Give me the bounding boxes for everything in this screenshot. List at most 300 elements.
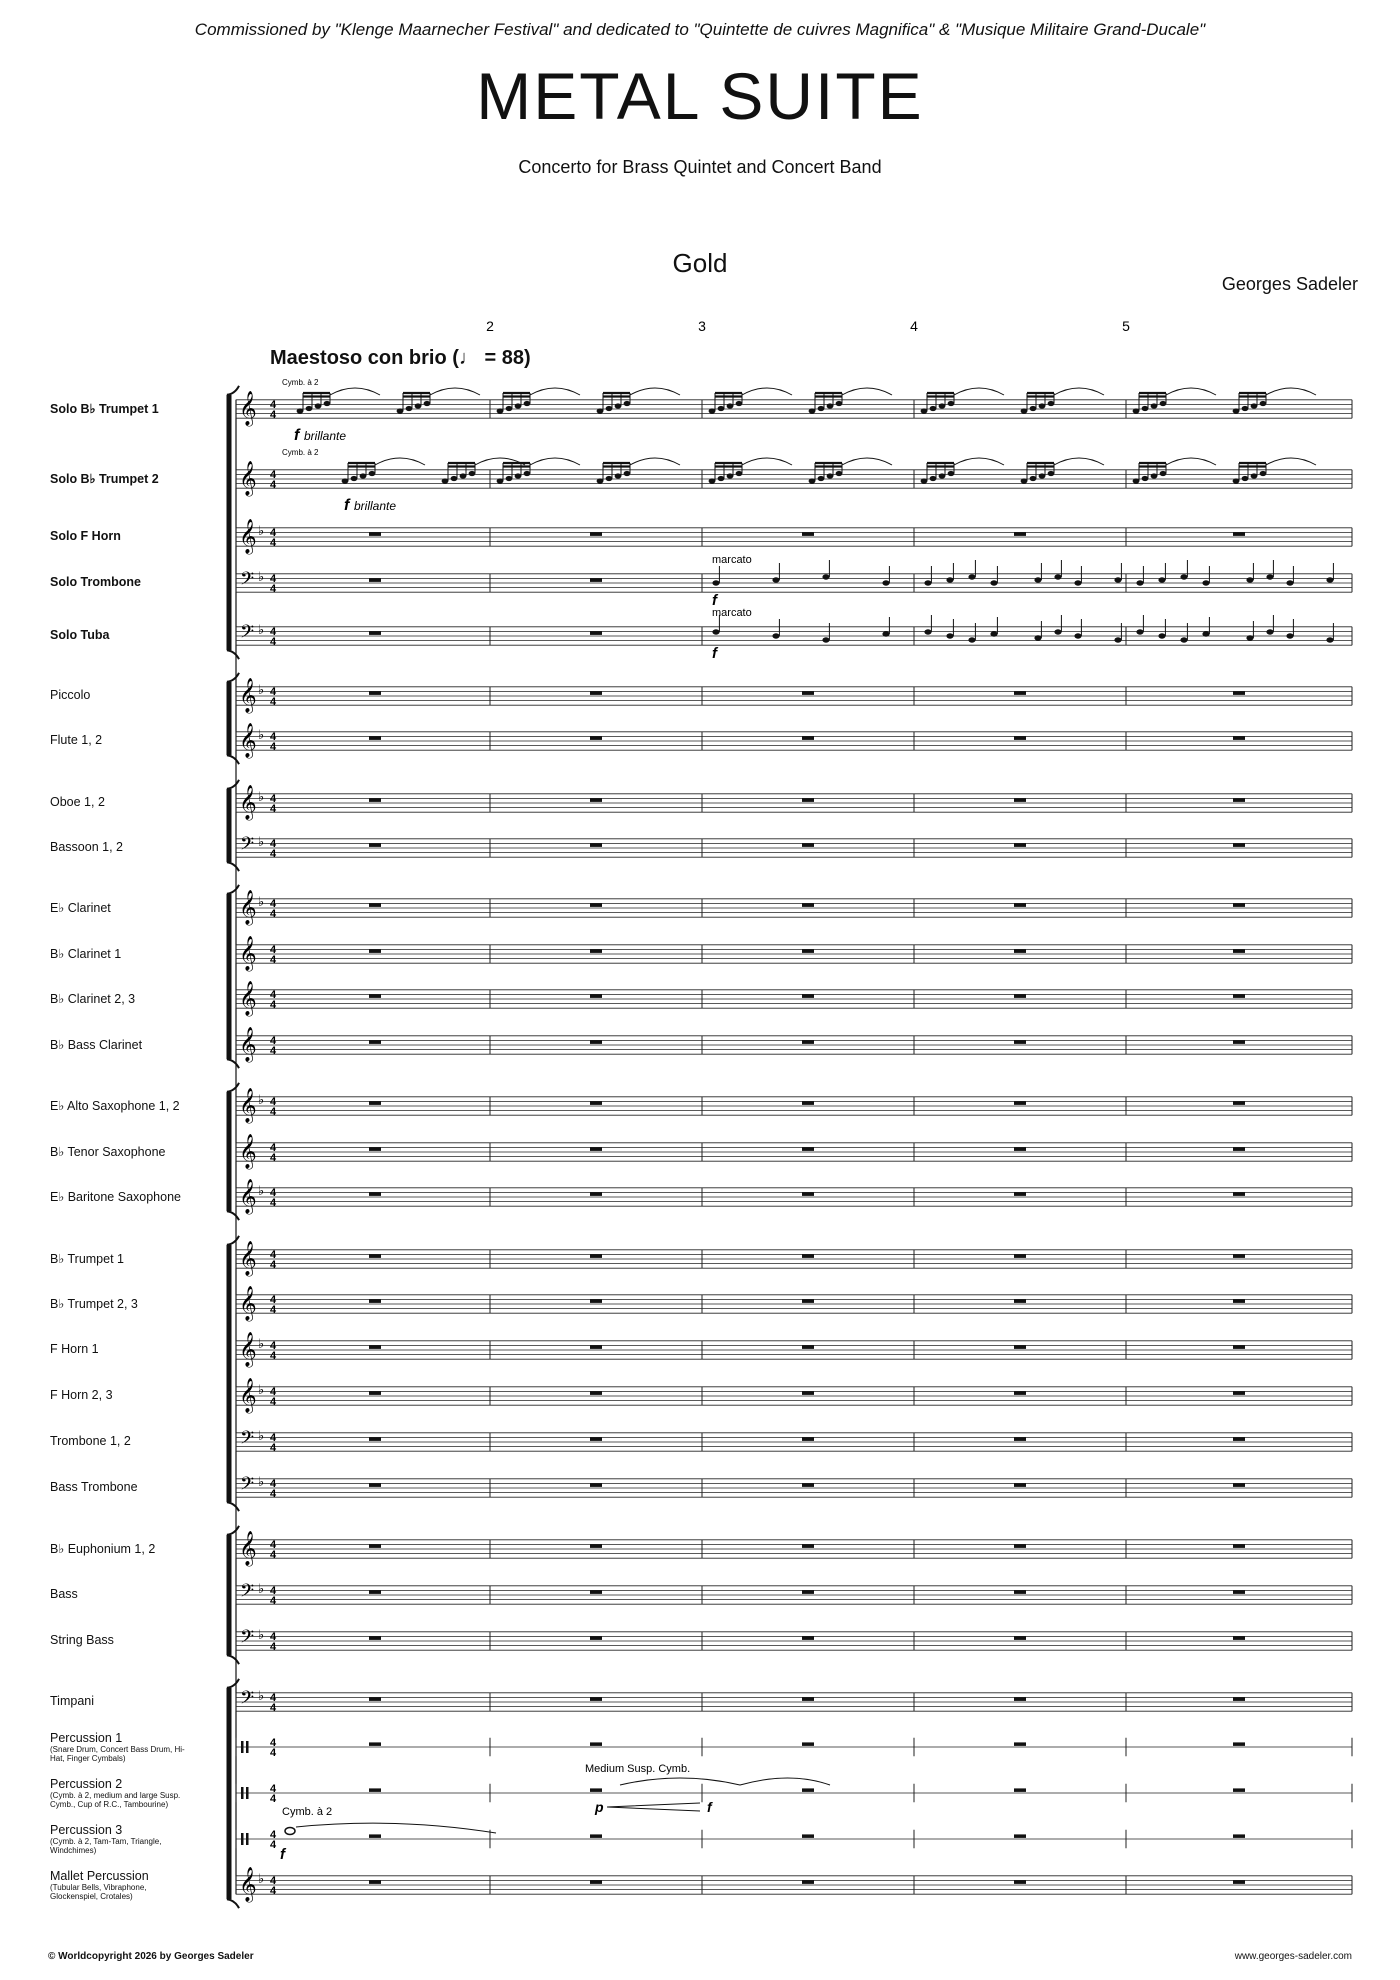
time-signature-numerator: 4	[270, 1249, 277, 1261]
bracket-hook	[227, 755, 239, 764]
time-signature-numerator: 4	[270, 1783, 277, 1795]
whole-rest	[590, 532, 602, 536]
whole-rest	[1233, 1040, 1245, 1044]
note-head	[1114, 637, 1121, 642]
note-head	[818, 406, 825, 411]
note-head	[1233, 408, 1240, 413]
time-signature-denominator: 4	[270, 1396, 277, 1408]
instrument-name: B♭ Tenor Saxophone	[50, 1145, 166, 1159]
whole-rest	[802, 1697, 814, 1701]
percussion-clef-icon	[246, 1833, 249, 1845]
dynamic-piano: p	[595, 1799, 604, 1815]
note-head	[809, 478, 816, 483]
note-head	[1242, 406, 1249, 411]
instrument-name: Percussion 2	[50, 1777, 123, 1791]
note-head	[597, 408, 604, 413]
dynamic-forte: f	[712, 645, 717, 662]
flat-sign-icon: ♭	[258, 1183, 265, 1198]
treble-clef-icon: 𝄞	[239, 392, 257, 425]
note-head	[1054, 629, 1061, 634]
instrument-name: Solo Tuba	[50, 628, 110, 642]
time-signature-denominator: 4	[270, 1641, 277, 1653]
instrument-name: String Bass	[50, 1633, 114, 1647]
time-signature-denominator: 4	[270, 1106, 277, 1118]
whole-rest	[802, 1299, 814, 1303]
time-signature-denominator: 4	[270, 636, 277, 648]
note-head	[615, 473, 622, 478]
whole-rest	[369, 1788, 381, 1792]
cymb-a2-label: Cymb. à 2	[282, 1806, 333, 1818]
cymb-a2-label: Cymb. à 2	[282, 448, 319, 457]
note-head	[1260, 471, 1267, 476]
tie-arc	[430, 388, 480, 395]
time-signature-denominator: 4	[270, 696, 277, 708]
note-head	[1202, 580, 1209, 585]
instrument-name: B♭ Clarinet 1	[50, 947, 122, 961]
time-signature-numerator: 4	[270, 1539, 277, 1551]
whole-rest	[1014, 843, 1026, 847]
whole-rest	[1233, 1437, 1245, 1441]
tie-arc	[530, 458, 580, 465]
note-head	[1251, 473, 1258, 478]
note-head	[818, 476, 825, 481]
bracket-hook	[227, 1211, 239, 1220]
note-head	[1039, 473, 1046, 478]
whole-rest	[590, 843, 602, 847]
time-signature-denominator: 4	[270, 1702, 277, 1714]
whole-rest	[1014, 1788, 1026, 1792]
bracket-hook	[227, 386, 239, 395]
bass-clef-icon: 𝄢	[240, 568, 255, 593]
note-head	[948, 401, 955, 406]
whole-rest	[369, 532, 381, 536]
instrument-name: Bass Trombone	[50, 1480, 138, 1494]
note-head	[939, 473, 946, 478]
flat-sign-icon: ♭	[258, 569, 265, 584]
percussion-clef-icon	[241, 1787, 244, 1799]
note-head	[1326, 637, 1333, 642]
medium-susp-cymb-label: Medium Susp. Cymb.	[585, 1763, 691, 1775]
whole-rest	[1233, 532, 1245, 536]
note-head	[946, 633, 953, 638]
time-signature-numerator: 4	[270, 793, 277, 805]
time-signature-numerator: 4	[270, 1187, 277, 1199]
note-head	[1180, 574, 1187, 579]
bass-clef-icon: 𝄢	[240, 1687, 255, 1712]
note-head	[1142, 476, 1149, 481]
instrument-name: E♭ Clarinet	[50, 901, 111, 915]
tie-arc	[954, 458, 1004, 465]
time-signature-denominator: 4	[270, 1747, 277, 1759]
time-signature-denominator: 4	[270, 409, 277, 421]
whole-rest	[369, 1636, 381, 1640]
percussion-clef-icon	[241, 1741, 244, 1753]
note-head	[990, 580, 997, 585]
note-head	[1160, 401, 1167, 406]
note-head	[624, 401, 631, 406]
whole-rest	[802, 1636, 814, 1640]
note-head	[836, 401, 843, 406]
quarter-note-icon: ♩	[458, 347, 479, 369]
tie-arc	[330, 388, 380, 395]
copyright-notice: © Worldcopyright 2026 by Georges Sadeler	[48, 1951, 254, 1962]
note-head	[727, 473, 734, 478]
dynamic-forte: f	[294, 427, 300, 444]
note-head	[827, 473, 834, 478]
note-head	[360, 473, 367, 478]
time-signature-denominator: 4	[270, 1045, 277, 1057]
whole-rest	[1014, 691, 1026, 695]
time-signature-denominator: 4	[270, 1197, 277, 1209]
whole-rest	[802, 1345, 814, 1349]
note-head	[1054, 574, 1061, 579]
movement-title: Gold	[672, 248, 728, 278]
note-head	[324, 401, 331, 406]
whole-rest	[1233, 1483, 1245, 1487]
instrument-name: B♭ Euphonium 1, 2	[50, 1542, 156, 1556]
instrument-name: Flute 1, 2	[50, 733, 103, 747]
bass-clef-icon: 𝄢	[240, 1473, 255, 1498]
note-head	[442, 478, 449, 483]
measure-number: 5	[1122, 318, 1130, 334]
note-head	[1286, 580, 1293, 585]
time-signature-numerator: 4	[270, 1478, 277, 1490]
instrument-name: Trombone 1, 2	[50, 1434, 131, 1448]
bracket-hook	[227, 862, 239, 871]
bracket-hook	[227, 1526, 239, 1535]
instrument-name: B♭ Trumpet 1	[50, 1252, 124, 1266]
whole-rest	[590, 1636, 602, 1640]
note-head	[369, 471, 376, 476]
instrument-name: E♭ Baritone Saxophone	[50, 1190, 181, 1204]
whole-rest	[590, 1483, 602, 1487]
time-signature-denominator: 4	[270, 848, 277, 860]
flat-sign-icon: ♭	[258, 1092, 265, 1107]
treble-clef-icon: 𝄞	[239, 891, 257, 924]
whole-rest	[369, 949, 381, 953]
treble-clef-icon: 𝄞	[239, 520, 257, 553]
bass-clef-icon: 𝄢	[240, 1427, 255, 1452]
tie-arc	[296, 1823, 496, 1833]
note-head	[351, 476, 358, 481]
time-signature-numerator: 4	[270, 944, 277, 956]
note-head	[924, 580, 931, 585]
whole-rest	[1233, 1254, 1245, 1258]
treble-clef-icon: 𝄞	[239, 1532, 257, 1565]
cymb-a2-label: Cymb. à 2	[282, 378, 319, 387]
flat-sign-icon: ♭	[258, 789, 265, 804]
bracket-hook	[227, 885, 239, 894]
instrument-name: Percussion 3	[50, 1823, 123, 1837]
time-signature-numerator: 4	[270, 1096, 277, 1108]
note-head	[1133, 408, 1140, 413]
note-head	[1039, 403, 1046, 408]
whole-rest	[1233, 1391, 1245, 1395]
time-signature-numerator: 4	[270, 626, 277, 638]
time-signature-numerator: 4	[270, 1340, 277, 1352]
time-signature-numerator: 4	[270, 898, 277, 910]
treble-clef-icon: 𝄞	[239, 1089, 257, 1122]
whole-rest	[802, 1254, 814, 1258]
flat-sign-icon: ♭	[258, 1871, 265, 1886]
time-signature-numerator: 4	[270, 1875, 277, 1887]
note-head	[772, 577, 779, 582]
note-head	[1180, 637, 1187, 642]
note-head	[1266, 629, 1273, 634]
time-signature-denominator: 4	[270, 1885, 277, 1897]
whole-rest	[590, 1391, 602, 1395]
note-head	[1158, 633, 1165, 638]
treble-clef-icon: 𝄞	[239, 982, 257, 1015]
whole-rest	[1233, 1192, 1245, 1196]
score-title: METAL SUITE	[476, 59, 924, 133]
whole-rest	[590, 1147, 602, 1151]
instrument-name: B♭ Bass Clarinet	[50, 1038, 143, 1052]
time-signature-denominator: 4	[270, 1350, 277, 1362]
time-signature-denominator: 4	[270, 954, 277, 966]
whole-rest	[590, 578, 602, 582]
tie-arc	[1166, 458, 1216, 465]
treble-clef-icon: 𝄞	[239, 1379, 257, 1412]
note-head	[968, 574, 975, 579]
tempo-text: Maestoso con brio (	[270, 347, 459, 369]
treble-clef-icon: 𝄞	[239, 1135, 257, 1168]
note-head	[718, 476, 725, 481]
whole-rest	[369, 631, 381, 635]
whole-rest	[802, 949, 814, 953]
note-head	[1260, 401, 1267, 406]
whole-rest	[802, 532, 814, 536]
time-signature-numerator: 4	[270, 1142, 277, 1154]
percussion-clef-icon	[241, 1833, 244, 1845]
whole-rest	[1233, 798, 1245, 802]
time-signature-numerator: 4	[270, 1585, 277, 1597]
whole-rest	[1014, 1040, 1026, 1044]
whole-rest	[802, 843, 814, 847]
note-head	[1160, 471, 1167, 476]
note-head	[712, 580, 719, 585]
tie-arc	[1266, 458, 1316, 465]
whole-rest	[369, 1254, 381, 1258]
whole-rest	[1233, 1299, 1245, 1303]
instrument-name: Timpani	[50, 1694, 94, 1708]
note-head	[1034, 577, 1041, 582]
bracket-hook	[227, 1059, 239, 1068]
time-signature-denominator: 4	[270, 1839, 277, 1851]
whole-rest	[590, 1299, 602, 1303]
whole-rest	[590, 1834, 602, 1838]
whole-rest	[1014, 1590, 1026, 1594]
instrument-subtitle: (Snare Drum, Concert Bass Drum, Hi-Hat, Finger Cymbals)	[50, 1745, 185, 1763]
whole-rest	[802, 1483, 814, 1487]
expression-brillante: brillante	[304, 429, 347, 443]
whole-rest	[802, 798, 814, 802]
instrument-name: Mallet Percussion	[50, 1869, 149, 1883]
note-head	[424, 401, 431, 406]
note-head	[1158, 577, 1165, 582]
time-signature-denominator: 4	[270, 1488, 277, 1500]
tie-arc	[742, 388, 792, 395]
note-head	[342, 478, 349, 483]
flat-sign-icon: ♭	[258, 1382, 265, 1397]
note-head	[606, 406, 613, 411]
bass-clef-icon: 𝄢	[240, 1626, 255, 1651]
bass-clef-icon: 𝄢	[240, 1580, 255, 1605]
note-head	[1074, 633, 1081, 638]
instrument-subtitle: (Cymb. à 2, medium and large Susp. Cymb., Cup of R.C., Tambourine)	[50, 1791, 181, 1809]
time-signature-numerator: 4	[270, 573, 277, 585]
note-head	[597, 478, 604, 483]
time-signature-denominator: 4	[270, 1152, 277, 1164]
whole-rest	[369, 843, 381, 847]
instrument-name: Bassoon 1, 2	[50, 840, 123, 854]
tie-arc	[630, 458, 680, 465]
note-head	[822, 637, 829, 642]
percussion-clef-icon	[246, 1787, 249, 1799]
whole-rest	[802, 1788, 814, 1792]
whole-rest	[590, 1742, 602, 1746]
tie-arc	[1054, 388, 1104, 395]
expression-brillante: brillante	[354, 499, 397, 513]
note-head	[615, 403, 622, 408]
whole-rest	[590, 1437, 602, 1441]
note-head	[1266, 574, 1273, 579]
time-signature-numerator: 4	[270, 527, 277, 539]
whole-rest	[1233, 1590, 1245, 1594]
note-head	[709, 408, 716, 413]
note-head	[1326, 577, 1333, 582]
whole-rest	[802, 1590, 814, 1594]
note-head	[1136, 629, 1143, 634]
note-head	[1030, 476, 1037, 481]
score-subtitle: Concerto for Brass Quintet and Concert Band	[518, 157, 882, 177]
time-signature-numerator: 4	[270, 1386, 277, 1398]
instrument-name: Solo Trombone	[50, 575, 141, 589]
whole-rest	[369, 736, 381, 740]
time-signature-denominator: 4	[270, 583, 277, 595]
whole-rest	[369, 994, 381, 998]
note-head	[948, 471, 955, 476]
whole-rest	[1233, 691, 1245, 695]
whole-rest	[1233, 1544, 1245, 1548]
whole-rest	[369, 1742, 381, 1746]
bracket-hook	[227, 1655, 239, 1664]
bracket-hook	[227, 780, 239, 789]
whole-rest	[1233, 994, 1245, 998]
treble-clef-icon: 𝄞	[239, 786, 257, 819]
note-head	[1151, 403, 1158, 408]
whole-rest	[369, 691, 381, 695]
note-head	[524, 401, 531, 406]
whole-rest	[369, 903, 381, 907]
measure-number: 4	[910, 318, 918, 334]
whole-rest	[802, 1391, 814, 1395]
whole-rest	[802, 994, 814, 998]
whole-rest	[369, 1834, 381, 1838]
whole-rest	[590, 1101, 602, 1105]
treble-clef-icon: 𝄞	[239, 1180, 257, 1213]
note-head	[1246, 635, 1253, 640]
whole-rest	[1014, 1636, 1026, 1640]
measure-number: 2	[486, 318, 494, 334]
time-signature-numerator: 4	[270, 1631, 277, 1643]
tie-arc	[1054, 458, 1104, 465]
whole-rest	[1014, 1742, 1026, 1746]
instrument-name: B♭ Clarinet 2, 3	[50, 992, 136, 1006]
flat-sign-icon: ♭	[258, 894, 265, 909]
whole-rest	[369, 1391, 381, 1395]
note-head	[460, 473, 467, 478]
instrument-subtitle: (Tubular Bells, Vibraphone, Glockenspiel, Crotales)	[50, 1883, 147, 1901]
whole-rest	[802, 736, 814, 740]
time-signature-numerator: 4	[270, 686, 277, 698]
note-head	[921, 408, 928, 413]
note-head	[822, 574, 829, 579]
time-signature-denominator: 4	[270, 1595, 277, 1607]
note-head	[939, 403, 946, 408]
whole-rest	[1014, 1880, 1026, 1884]
crescendo-hairpin	[607, 1803, 700, 1811]
whole-rest	[1233, 949, 1245, 953]
whole-rest	[1233, 903, 1245, 907]
treble-clef-icon: 𝄞	[239, 679, 257, 712]
time-signature-denominator: 4	[270, 1304, 277, 1316]
bracket-hook	[227, 1083, 239, 1092]
instrument-name: E♭ Alto Saxophone 1, 2	[50, 1099, 180, 1113]
whole-rest	[1014, 1391, 1026, 1395]
whole-rest	[369, 1040, 381, 1044]
time-signature-numerator: 4	[270, 1432, 277, 1444]
tie-arc	[742, 458, 792, 465]
flat-sign-icon: ♭	[258, 1688, 265, 1703]
note-head	[930, 476, 937, 481]
note-head	[1246, 577, 1253, 582]
whole-rest	[590, 994, 602, 998]
flat-sign-icon: ♭	[258, 1336, 265, 1351]
time-signature-denominator: 4	[270, 908, 277, 920]
time-signature-numerator: 4	[270, 838, 277, 850]
note-head	[1202, 631, 1209, 636]
whole-rest	[590, 1590, 602, 1594]
whole-rest	[1233, 1697, 1245, 1701]
website-link[interactable]: www.georges-sadeler.com	[1234, 1951, 1352, 1962]
whole-note	[285, 1828, 295, 1835]
bass-clef-icon: 𝄢	[240, 833, 255, 858]
instrument-name: Bass	[50, 1587, 78, 1601]
whole-rest	[369, 1345, 381, 1349]
percussion-clef-icon	[246, 1741, 249, 1753]
whole-rest	[802, 1834, 814, 1838]
whole-rest	[369, 578, 381, 582]
time-signature-denominator: 4	[270, 479, 277, 491]
bracket-hook	[227, 673, 239, 682]
flat-sign-icon: ♭	[258, 834, 265, 849]
whole-rest	[1014, 1192, 1026, 1196]
whole-rest	[1014, 1147, 1026, 1151]
whole-rest	[590, 1040, 602, 1044]
flat-sign-icon: ♭	[258, 622, 265, 637]
note-head	[921, 478, 928, 483]
note-head	[827, 403, 834, 408]
note-head	[882, 631, 889, 636]
tie-arc	[620, 1778, 830, 1785]
whole-rest	[802, 1880, 814, 1884]
note-head	[712, 629, 719, 634]
whole-rest	[590, 903, 602, 907]
note-head	[968, 637, 975, 642]
whole-rest	[369, 798, 381, 802]
instrument-subtitle: (Cymb. à 2, Tam-Tam, Triangle, Windchimes)	[50, 1837, 162, 1855]
